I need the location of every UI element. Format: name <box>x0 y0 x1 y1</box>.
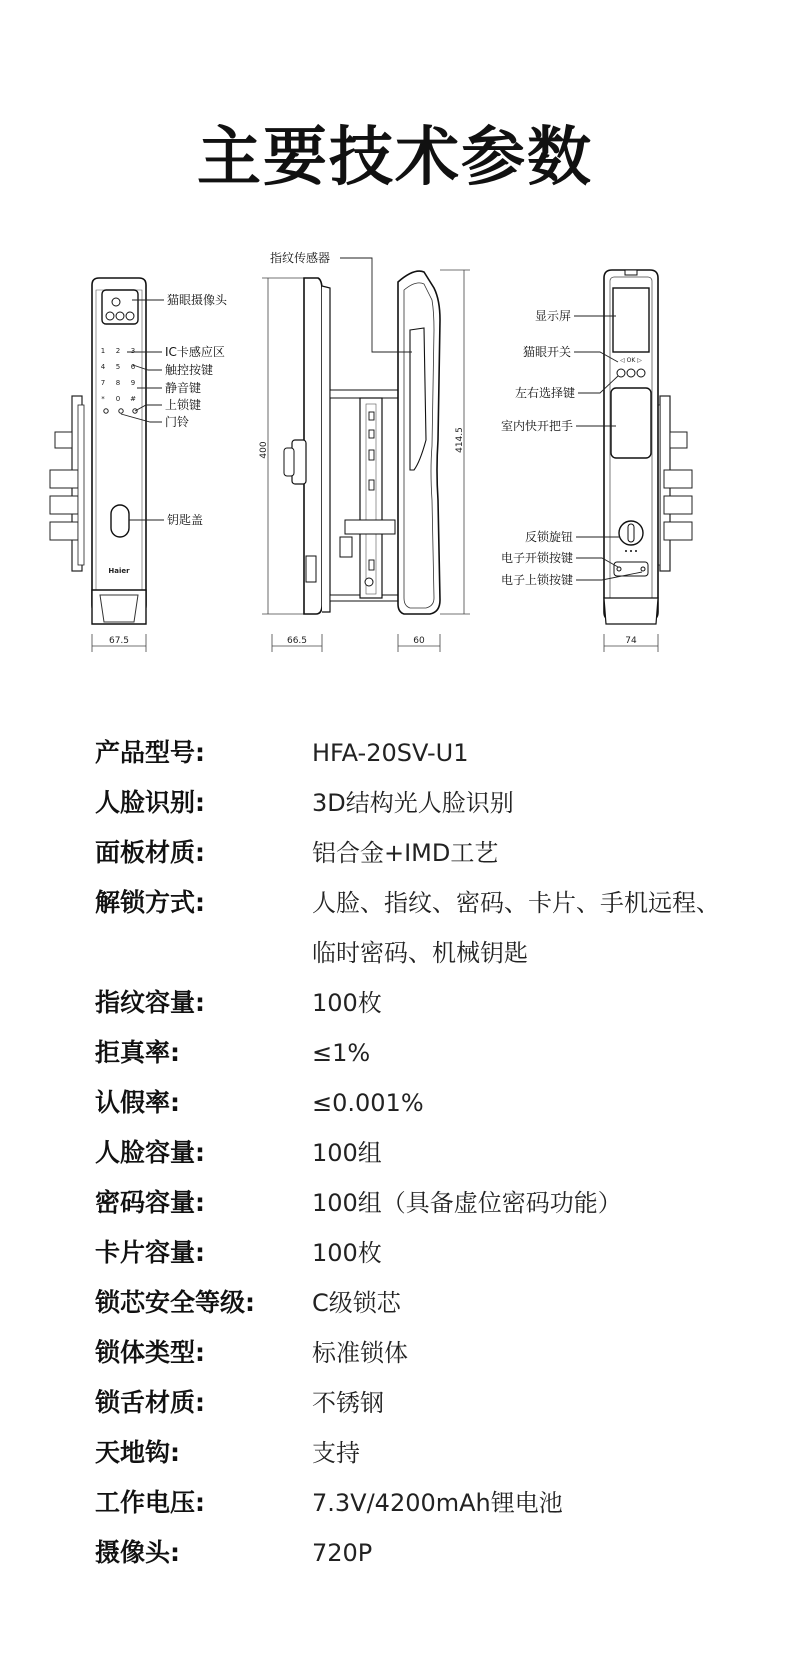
spec-key: 锁体类型: <box>95 1338 205 1367</box>
label-ic-card: IC卡感应区 <box>165 345 225 359</box>
brand-logo: Haier <box>108 567 130 575</box>
spec-row <box>95 1228 775 1278</box>
dim-height-back: 414.5 <box>455 427 465 453</box>
spec-key: 锁舌材质: <box>95 1388 205 1417</box>
spec-key: 解锁方式: <box>95 888 205 917</box>
spec-row <box>95 1478 775 1528</box>
dim-front-width: 67.5 <box>108 636 130 646</box>
spec-row <box>95 1028 775 1078</box>
label-key-cover: 钥匙盖 <box>167 513 204 527</box>
keypad-key: 0 <box>115 395 121 403</box>
label-mute-key: 静音键 <box>165 381 202 395</box>
back-view <box>501 270 692 652</box>
spec-row <box>95 1528 775 1578</box>
spec-row <box>95 1178 775 1228</box>
keypad-key: 6 <box>130 363 136 371</box>
label-touch-keys: 触控按键 <box>165 363 214 377</box>
spec-key: 人脸容量: <box>95 1138 205 1167</box>
spec-row <box>95 1428 775 1478</box>
label-fingerprint-sensor: 指纹传感器 <box>270 251 331 265</box>
ok-marker: ◁ OK ▷ <box>620 357 642 364</box>
spec-key: 指纹容量: <box>95 988 205 1017</box>
spec-value: 铝合金+IMD工艺 <box>312 839 499 867</box>
dim-side2-width: 60 <box>413 636 425 646</box>
label-peephole-switch: 猫眼开关 <box>522 345 571 359</box>
dim-back-width: 74 <box>625 636 637 646</box>
page-title: 主要技术参数 <box>197 121 593 195</box>
spec-value: ≤1% <box>312 1039 371 1067</box>
lock-technical-diagram <box>0 250 790 670</box>
spec-key: 人脸识别: <box>95 788 205 817</box>
dim-side-width: 66.5 <box>286 636 308 646</box>
spec-value <box>312 878 775 978</box>
spec-table <box>95 728 775 1578</box>
spec-row <box>95 878 775 978</box>
spec-value: 标准锁体 <box>312 1339 408 1367</box>
keypad-key: 7 <box>100 379 106 387</box>
spec-value: 支持 <box>312 1439 360 1467</box>
keypad-key: 1 <box>100 347 106 355</box>
spec-value: 100枚 <box>312 1239 382 1267</box>
spec-row <box>95 778 775 828</box>
spec-row <box>95 1378 775 1428</box>
spec-key: 卡片容量: <box>95 1238 205 1267</box>
spec-row <box>95 728 775 778</box>
keypad-key: * <box>101 395 105 403</box>
spec-key: 天地钩: <box>95 1438 180 1467</box>
spec-row <box>95 1328 775 1378</box>
label-lock-knob: 反锁旋钮 <box>524 530 573 544</box>
spec-key: 认假率: <box>95 1088 180 1117</box>
spec-value: HFA-20SV-U1 <box>312 739 469 767</box>
spec-value-line: 人脸、指纹、密码、卡片、手机远程、 <box>312 889 720 917</box>
keypad-key: 9 <box>130 379 136 387</box>
spec-row <box>95 1278 775 1328</box>
spec-row <box>95 1128 775 1178</box>
spec-row <box>95 1078 775 1128</box>
side-view <box>259 250 470 652</box>
label-camera: 猫眼摄像头 <box>167 293 228 307</box>
keypad-key: 4 <box>100 363 106 371</box>
spec-value: C级锁芯 <box>312 1289 401 1317</box>
spec-key: 工作电压: <box>95 1488 205 1517</box>
spec-key: 密码容量: <box>95 1188 205 1217</box>
label-doorbell: 门铃 <box>165 415 190 429</box>
spec-value: 3D结构光人脸识别 <box>312 789 514 817</box>
spec-value-line: 临时密码、机械钥匙 <box>312 939 528 967</box>
keypad-key: 2 <box>115 347 121 355</box>
label-select-keys: 左右选择键 <box>514 386 575 400</box>
spec-key: 锁芯安全等级: <box>95 1288 255 1317</box>
spec-key: 摄像头: <box>95 1538 180 1567</box>
label-lock-key: 上锁键 <box>165 398 202 412</box>
label-unlock-button: 电子开锁按键 <box>500 551 573 565</box>
spec-value: 100组（具备虚位密码功能） <box>312 1189 622 1217</box>
spec-key: 产品型号: <box>95 738 205 767</box>
label-lock-button: 电子上锁按键 <box>500 573 573 587</box>
spec-row <box>95 978 775 1028</box>
spec-value: 100枚 <box>312 989 382 1017</box>
spec-value: 100组 <box>312 1139 382 1167</box>
keypad-key: 8 <box>115 379 121 387</box>
spec-value: 720P <box>312 1539 373 1567</box>
keypad-key: 5 <box>115 363 121 371</box>
spec-value: 7.3V/4200mAh锂电池 <box>312 1489 563 1517</box>
front-view <box>50 278 228 652</box>
spec-key: 面板材质: <box>95 838 205 867</box>
spec-value: ≤0.001% <box>312 1089 424 1117</box>
spec-key: 拒真率: <box>95 1038 180 1067</box>
dim-height: 400 <box>259 441 269 459</box>
spec-value: 不锈钢 <box>312 1389 384 1417</box>
label-indoor-handle: 室内快开把手 <box>500 419 573 433</box>
keypad-key: # <box>130 395 136 403</box>
spec-row <box>95 828 775 878</box>
keypad-key: 3 <box>130 347 136 355</box>
label-screen: 显示屏 <box>534 309 571 323</box>
